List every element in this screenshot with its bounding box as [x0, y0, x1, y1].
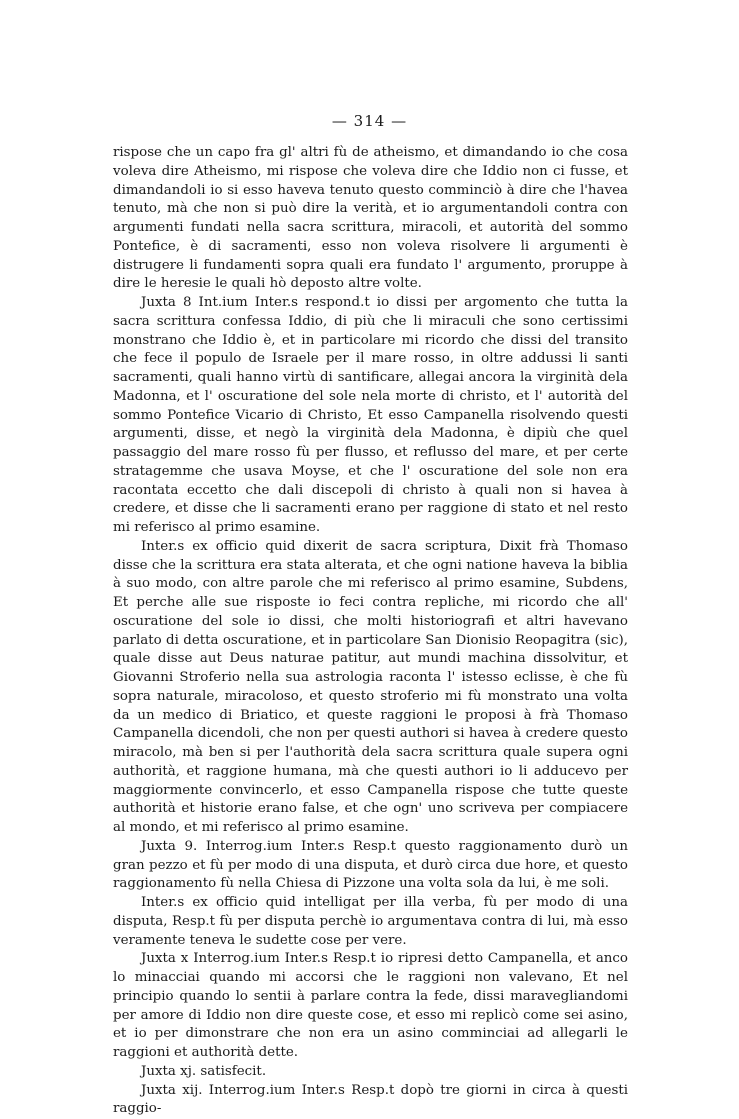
- paragraph-6: Juxta x Interrog.ium Inter.s Resp.t io ripresi detto Campanella, et anco lo minacciai quando mi accorsi che le raggioni non valevano, Et nel principio quando lo sentii à parlare contra la fede, dissi maravegliandomi per amore di Iddio non dire queste cose, et esso mi replicò come sei asino, et io per dimonstrare che non era un asino comminciai ad allegarli le raggioni et authorità dette.: [113, 950, 628, 1063]
- paragraph-1: rispose che un capo fra gl' altri fù de atheismo, et dimandando io che cosa voleva dire Atheismo, mi rispose che voleva dire che Iddio non ci fusse, et dimandandoli io si esso haveva tenuto questo comminciò à dire che l'havea tenuto, mà che non si può dire la verità, et io argumentandoli contra con argumenti fundati nella sacra scrittura, miracoli, et autorità del sommo Pontefice, è di sacramenti, esso non voleva risolvere li argumenti è distrugere li fundamenti sopra quali era fundato l' argumento, proruppe à dire le heresie le quali hò deposto altre volte.: [113, 144, 628, 294]
- page-number: — 314 —: [0, 112, 739, 130]
- paragraph-4: Juxta 9. Interrog.ium Inter.s Resp.t questo raggionamento durò un gran pezzo et fù per modo di una disputa, et durò circa due hore, et questo raggionamento fù nella Chiesa di Pizzone una volta sola da lui, è me soli.: [113, 838, 628, 894]
- paragraph-5: Inter.s ex officio quid intelligat per illa verba, fù per modo di una disputa, Resp.t fù per disputa perchè io argumentava contra di lui, mà esso veramente teneva le sudette cose per vere.: [113, 894, 628, 950]
- body-text: [113, 144, 628, 1119]
- paragraph-2: Juxta 8 Int.ium Inter.s respond.t io dissi per argomento che tutta la sacra scrittura confessa Iddio, di più che li miraculi che sono certissimi monstrano che Iddio è, et in particolare mi ricordo che dissi del transito che fece il populo de Israele per il mare rosso, in oltre addussi li santi sacramenti, quali hanno virtù di santificare, allegai ancora la virginità dela Madonna, et l' oscuratione del sole nela morte di christo, et l' autorità del sommo Pontefice Vicario di Christo, Et esso Campanella risolvendo questi argumenti, disse, et negò la virginità dela Madonna, è dipiù che quel passaggio del mare rosso fù per flusso, et reflusso del mare, et per certe stratagemme che usava Moyse, et che l' oscuratione del sole non era racontata eccetto che dali discepoli di christo à quali non si havea à credere, et disse che li sacramenti erano per raggione di stato et nel resto mi referisco al primo esamine.: [113, 294, 628, 538]
- paragraph-7: Juxta xj. satisfecit.: [113, 1063, 628, 1082]
- paragraph-3: Inter.s ex officio quid dixerit de sacra scriptura, Dixit frà Thomaso disse che la scrittura era stata alterata, et che ogni natione haveva la biblia à suo modo, con altre parole che mi referisco al primo esamine, Subdens, Et perche alle sue risposte io feci contra repliche, mi ricordo che all' oscuratione del sole io dissi, che molti historiografi et altri havevano parlato di detta oscuratione, et in particolare San Dionisio Reopagitra (sic), quale disse aut Deus naturae patitur, aut mundi machina dissolvitur, et Giovanni Stroferio nella sua astrologia raconta l' istesso eclisse, è che fù sopra naturale, miracoloso, et questo stroferio mi fù monstrato una volta da un medico di Briatico, et queste raggioni le proposi à frà Thomaso Campanella dicendoli, che non per questi authori si havea à credere questo miracolo, mà ben si per l'authorità dela sacra scrittura quale supera ogni authorità, et raggione humana, mà che questi authori io li adducevo per maggiormente convincerlo, et esso Campanella rispose che tutte queste authorità et historie erano false, et che ogn' uno scriveva per compiacere al mondo, et mi referisco al primo esamine.: [113, 538, 628, 838]
- paragraph-8: Juxta xij. Interrog.ium Inter.s Resp.t dopò tre giorni in circa à questi raggio-: [113, 1082, 628, 1119]
